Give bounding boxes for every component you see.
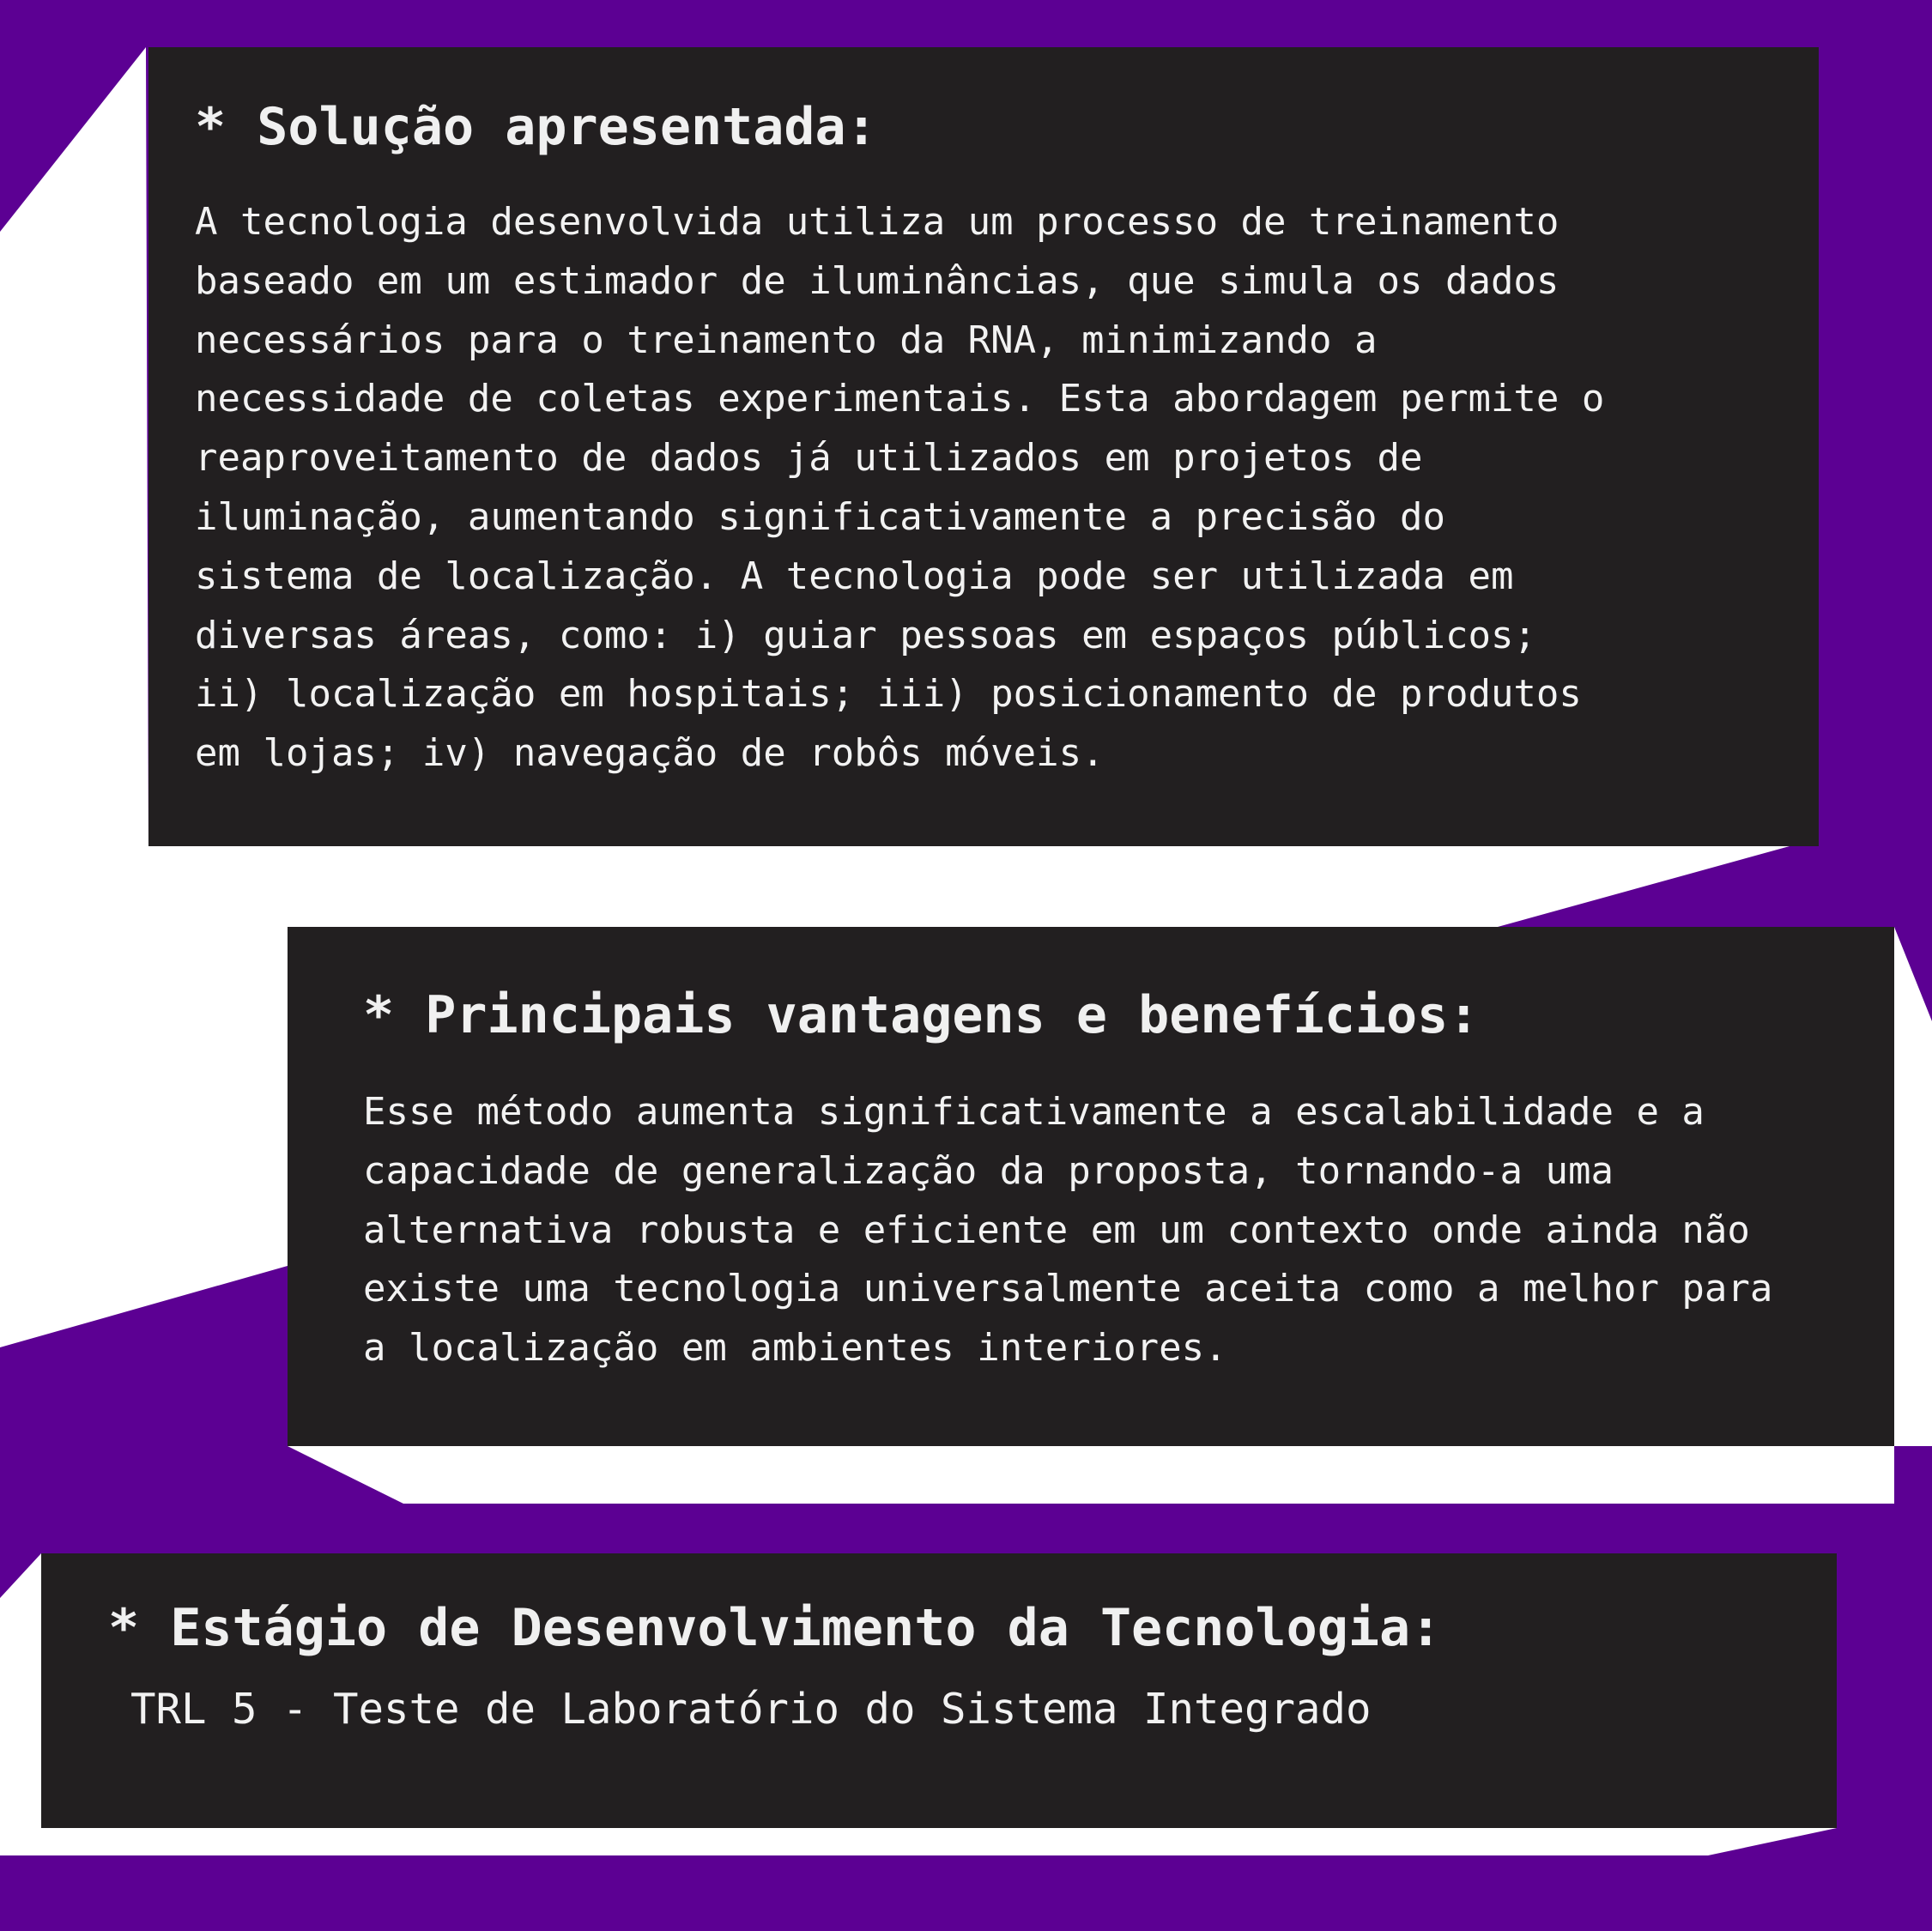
body-line: alternativa robusta e eficiente em um contexto onde ainda não [363, 1208, 1750, 1252]
section-development-stage [41, 1553, 1837, 1828]
trl-line: TRL 5 - Teste de Laboratório do Sistema Integrado [130, 1685, 1372, 1734]
body-line: necessidade de coletas experimentais. Esta abordagem permite o [195, 377, 1605, 421]
body-line: A tecnologia desenvolvida utiliza um processo de treinamento [195, 200, 1560, 244]
white-ribbon-left [0, 1553, 41, 1828]
section-heading: * Principais vantagens e benefícios: [363, 985, 1480, 1045]
body-line: ii) localização em hospitais; iii) posicionamento de produtos [195, 672, 1582, 717]
body-line: sistema de localização. A tecnologia pode ser utilizada em [195, 554, 1514, 598]
body-line: iluminação, aumentando significativamente a precisão do [195, 494, 1445, 539]
section-heading: * Estágio de Desenvolvimento da Tecnologia: [108, 1598, 1442, 1658]
body-line: reaproveitamento de dados já utilizados em projetos de [195, 436, 1423, 481]
body-line: Esse método aumenta significativamente a escalabilidade e a [363, 1090, 1705, 1134]
section-heading: * Solução apresentada: [195, 97, 877, 157]
body-line: existe uma tecnologia universalmente aceita como a melhor para [363, 1267, 1773, 1311]
body-line: capacidade de generalização da proposta, tornando-a uma [363, 1148, 1614, 1193]
section-body [363, 1083, 1772, 1378]
section-body [130, 1684, 1372, 1735]
body-line: baseado em um estimador de iluminâncias, que simula os dados [195, 258, 1560, 303]
body-line: em lojas; iv) navegação de robôs móveis. [195, 731, 1105, 776]
body-line: a localização em ambientes interiores. [363, 1326, 1227, 1371]
section-solution [148, 47, 1819, 846]
white-ribbon-bottom [0, 1828, 1837, 1855]
body-line: necessários para o treinamento da RNA, minimizando a [195, 318, 1378, 362]
section-body [195, 193, 1604, 784]
white-ribbon-middle [288, 1446, 1894, 1504]
body-line: diversas áreas, como: i) guiar pessoas em espaços públicos; [195, 613, 1536, 657]
section-advantages [288, 927, 1894, 1446]
